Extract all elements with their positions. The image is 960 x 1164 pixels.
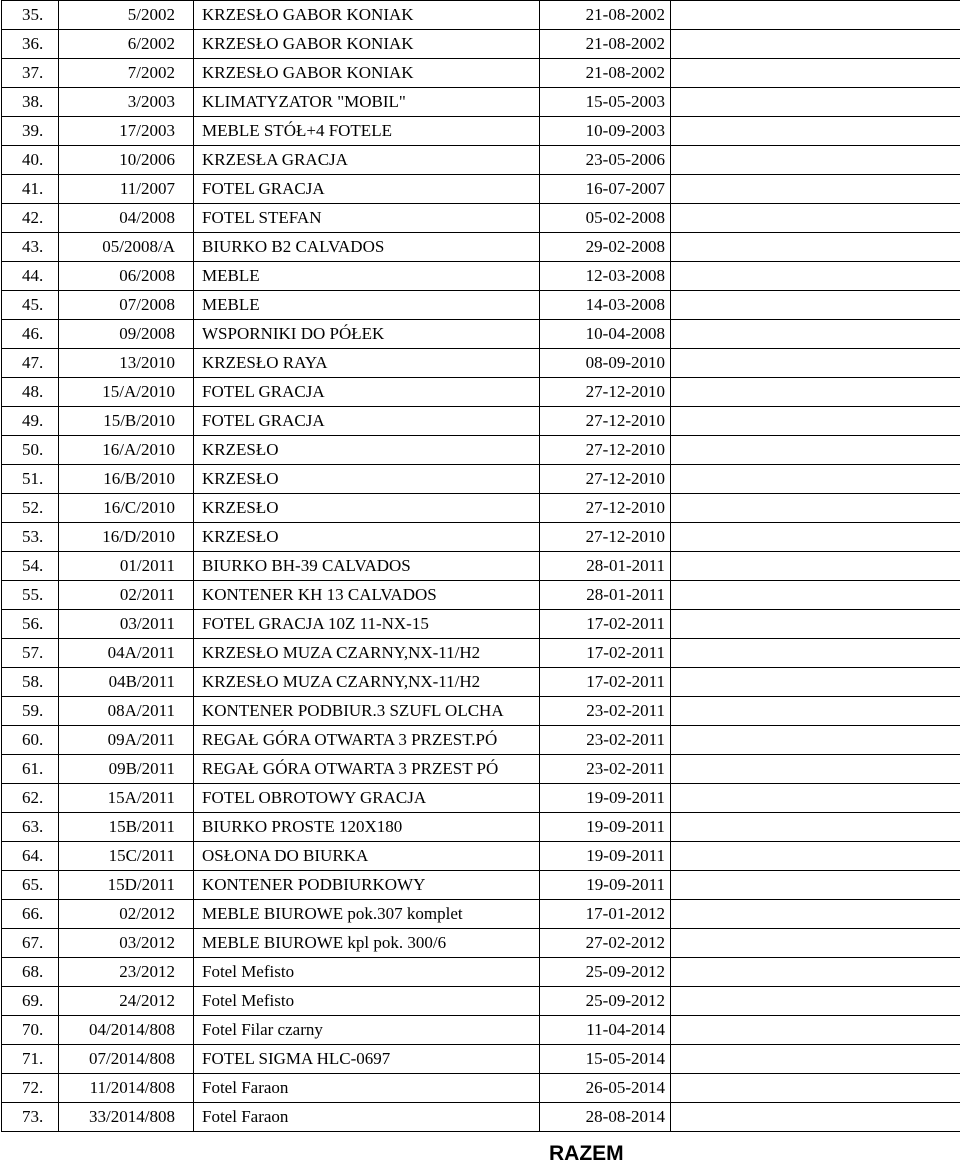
empty-cell: [671, 117, 960, 146]
item-name-cell: Fotel Mefisto: [194, 987, 540, 1016]
item-name-cell: KLIMATYZATOR "MOBIL": [194, 88, 540, 117]
item-name-cell: MEBLE STÓŁ+4 FOTELE: [194, 117, 540, 146]
empty-cell: [671, 523, 960, 552]
table-row: [2, 146, 960, 175]
date-cell: 15-05-2003: [540, 88, 671, 117]
table-row: [2, 755, 960, 784]
row-number-cell: 63.: [2, 813, 59, 842]
inventory-number-cell: 13/2010: [59, 349, 194, 378]
empty-cell: [671, 59, 960, 88]
table-row: [2, 204, 960, 233]
row-number-cell: 72.: [2, 1074, 59, 1103]
table-row: [2, 784, 960, 813]
date-cell: 23-05-2006: [540, 146, 671, 175]
row-number-cell: 65.: [2, 871, 59, 900]
empty-cell: [671, 813, 960, 842]
item-name-cell: KRZESŁO MUZA CZARNY,NX-11/H2: [194, 668, 540, 697]
table-row: [2, 1, 960, 30]
table-row: [2, 436, 960, 465]
date-cell: 21-08-2002: [540, 59, 671, 88]
inventory-number-cell: 15B/2011: [59, 813, 194, 842]
empty-cell: [671, 1016, 960, 1045]
table-row: [2, 871, 960, 900]
inventory-number-cell: 7/2002: [59, 59, 194, 88]
table-row: [2, 1103, 960, 1132]
row-number-cell: 64.: [2, 842, 59, 871]
inventory-number-cell: 09A/2011: [59, 726, 194, 755]
row-number-cell: 38.: [2, 88, 59, 117]
date-cell: 17-02-2011: [540, 639, 671, 668]
row-number-cell: 47.: [2, 349, 59, 378]
item-name-cell: KRZESŁA GRACJA: [194, 146, 540, 175]
row-number-cell: 36.: [2, 30, 59, 59]
row-number-cell: 49.: [2, 407, 59, 436]
table-row: [2, 175, 960, 204]
table-row: [2, 581, 960, 610]
table-row: [2, 987, 960, 1016]
empty-cell: [671, 755, 960, 784]
item-name-cell: Fotel Mefisto: [194, 958, 540, 987]
date-cell: 19-09-2011: [540, 871, 671, 900]
inventory-number-cell: 07/2008: [59, 291, 194, 320]
inventory-number-cell: 15/B/2010: [59, 407, 194, 436]
inventory-table: [1, 0, 960, 1132]
inventory-number-cell: 05/2008/A: [59, 233, 194, 262]
row-number-cell: 67.: [2, 929, 59, 958]
table-row: [2, 349, 960, 378]
date-cell: 14-03-2008: [540, 291, 671, 320]
empty-cell: [671, 320, 960, 349]
empty-cell: [671, 291, 960, 320]
empty-cell: [671, 610, 960, 639]
empty-cell: [671, 581, 960, 610]
table-row: [2, 523, 960, 552]
empty-cell: [671, 784, 960, 813]
table-row: [2, 668, 960, 697]
empty-cell: [671, 1074, 960, 1103]
date-cell: 23-02-2011: [540, 697, 671, 726]
empty-cell: [671, 726, 960, 755]
empty-cell: [671, 88, 960, 117]
item-name-cell: FOTEL GRACJA: [194, 175, 540, 204]
table-row: [2, 1016, 960, 1045]
row-number-cell: 59.: [2, 697, 59, 726]
date-cell: 10-09-2003: [540, 117, 671, 146]
inventory-number-cell: 07/2014/808: [59, 1045, 194, 1074]
empty-cell: [671, 1103, 960, 1132]
date-cell: 08-09-2010: [540, 349, 671, 378]
empty-cell: [671, 30, 960, 59]
total-label: RAZEM: [549, 1142, 624, 1164]
row-number-cell: 69.: [2, 987, 59, 1016]
inventory-number-cell: 11/2014/808: [59, 1074, 194, 1103]
date-cell: 10-04-2008: [540, 320, 671, 349]
item-name-cell: FOTEL GRACJA: [194, 407, 540, 436]
item-name-cell: FOTEL OBROTOWY GRACJA: [194, 784, 540, 813]
item-name-cell: REGAŁ GÓRA OTWARTA 3 PRZEST.PÓ: [194, 726, 540, 755]
inventory-number-cell: 06/2008: [59, 262, 194, 291]
date-cell: 21-08-2002: [540, 30, 671, 59]
item-name-cell: OSŁONA DO BIURKA: [194, 842, 540, 871]
row-number-cell: 70.: [2, 1016, 59, 1045]
table-row: [2, 1045, 960, 1074]
table-row: [2, 842, 960, 871]
date-cell: 27-02-2012: [540, 929, 671, 958]
item-name-cell: Fotel Faraon: [194, 1103, 540, 1132]
row-number-cell: 44.: [2, 262, 59, 291]
inventory-number-cell: 5/2002: [59, 1, 194, 30]
empty-cell: [671, 349, 960, 378]
item-name-cell: KRZESŁO GABOR KONIAK: [194, 1, 540, 30]
table-row: [2, 320, 960, 349]
date-cell: 27-12-2010: [540, 436, 671, 465]
date-cell: 17-02-2011: [540, 610, 671, 639]
row-number-cell: 45.: [2, 291, 59, 320]
inventory-number-cell: 23/2012: [59, 958, 194, 987]
inventory-number-cell: 04A/2011: [59, 639, 194, 668]
inventory-number-cell: 02/2012: [59, 900, 194, 929]
row-number-cell: 55.: [2, 581, 59, 610]
row-number-cell: 53.: [2, 523, 59, 552]
empty-cell: [671, 175, 960, 204]
item-name-cell: KRZESŁO RAYA: [194, 349, 540, 378]
row-number-cell: 51.: [2, 465, 59, 494]
inventory-number-cell: 15C/2011: [59, 842, 194, 871]
item-name-cell: Fotel Faraon: [194, 1074, 540, 1103]
item-name-cell: KRZESŁO: [194, 523, 540, 552]
table-row: [2, 726, 960, 755]
row-number-cell: 46.: [2, 320, 59, 349]
item-name-cell: KONTENER PODBIUR.3 SZUFL OLCHA: [194, 697, 540, 726]
date-cell: 15-05-2014: [540, 1045, 671, 1074]
table-row: [2, 262, 960, 291]
row-number-cell: 52.: [2, 494, 59, 523]
inventory-number-cell: 04/2014/808: [59, 1016, 194, 1045]
inventory-number-cell: 6/2002: [59, 30, 194, 59]
row-number-cell: 71.: [2, 1045, 59, 1074]
item-name-cell: KRZESŁO: [194, 465, 540, 494]
table-row: [2, 494, 960, 523]
inventory-table-body: [2, 1, 960, 1132]
item-name-cell: KRZESŁO: [194, 494, 540, 523]
date-cell: 05-02-2008: [540, 204, 671, 233]
item-name-cell: MEBLE: [194, 291, 540, 320]
inventory-number-cell: 10/2006: [59, 146, 194, 175]
row-number-cell: 50.: [2, 436, 59, 465]
row-number-cell: 73.: [2, 1103, 59, 1132]
empty-cell: [671, 552, 960, 581]
row-number-cell: 42.: [2, 204, 59, 233]
table-row: [2, 958, 960, 987]
empty-cell: [671, 204, 960, 233]
date-cell: 26-05-2014: [540, 1074, 671, 1103]
item-name-cell: BIURKO BH-39 CALVADOS: [194, 552, 540, 581]
item-name-cell: BIURKO PROSTE 120X180: [194, 813, 540, 842]
empty-cell: [671, 407, 960, 436]
empty-cell: [671, 871, 960, 900]
row-number-cell: 66.: [2, 900, 59, 929]
item-name-cell: KONTENER PODBIURKOWY: [194, 871, 540, 900]
inventory-number-cell: 24/2012: [59, 987, 194, 1016]
table-row: [2, 291, 960, 320]
item-name-cell: Fotel Filar czarny: [194, 1016, 540, 1045]
date-cell: 17-02-2011: [540, 668, 671, 697]
inventory-number-cell: 09/2008: [59, 320, 194, 349]
item-name-cell: KONTENER KH 13 CALVADOS: [194, 581, 540, 610]
item-name-cell: REGAŁ GÓRA OTWARTA 3 PRZEST PÓ: [194, 755, 540, 784]
date-cell: 25-09-2012: [540, 958, 671, 987]
inventory-number-cell: 01/2011: [59, 552, 194, 581]
item-name-cell: FOTEL GRACJA 10Z 11-NX-15: [194, 610, 540, 639]
empty-cell: [671, 465, 960, 494]
empty-cell: [671, 1045, 960, 1074]
empty-cell: [671, 639, 960, 668]
row-number-cell: 37.: [2, 59, 59, 88]
table-row: [2, 59, 960, 88]
item-name-cell: KRZESŁO GABOR KONIAK: [194, 30, 540, 59]
date-cell: 29-02-2008: [540, 233, 671, 262]
empty-cell: [671, 1, 960, 30]
inventory-number-cell: 17/2003: [59, 117, 194, 146]
empty-cell: [671, 929, 960, 958]
date-cell: 27-12-2010: [540, 407, 671, 436]
date-cell: 27-12-2010: [540, 465, 671, 494]
row-number-cell: 57.: [2, 639, 59, 668]
inventory-number-cell: 09B/2011: [59, 755, 194, 784]
table-row: [2, 610, 960, 639]
table-row: [2, 929, 960, 958]
inventory-number-cell: 16/A/2010: [59, 436, 194, 465]
date-cell: 23-02-2011: [540, 726, 671, 755]
date-cell: 19-09-2011: [540, 842, 671, 871]
date-cell: 23-02-2011: [540, 755, 671, 784]
empty-cell: [671, 900, 960, 929]
date-cell: 11-04-2014: [540, 1016, 671, 1045]
empty-cell: [671, 987, 960, 1016]
table-row: [2, 552, 960, 581]
inventory-number-cell: 16/B/2010: [59, 465, 194, 494]
date-cell: 17-01-2012: [540, 900, 671, 929]
empty-cell: [671, 233, 960, 262]
empty-cell: [671, 697, 960, 726]
date-cell: 19-09-2011: [540, 813, 671, 842]
row-number-cell: 68.: [2, 958, 59, 987]
empty-cell: [671, 146, 960, 175]
row-number-cell: 60.: [2, 726, 59, 755]
table-row: [2, 378, 960, 407]
row-number-cell: 39.: [2, 117, 59, 146]
inventory-number-cell: 08A/2011: [59, 697, 194, 726]
item-name-cell: KRZESŁO MUZA CZARNY,NX-11/H2: [194, 639, 540, 668]
inventory-number-cell: 03/2011: [59, 610, 194, 639]
date-cell: 16-07-2007: [540, 175, 671, 204]
row-number-cell: 54.: [2, 552, 59, 581]
empty-cell: [671, 494, 960, 523]
empty-cell: [671, 668, 960, 697]
inventory-number-cell: 04B/2011: [59, 668, 194, 697]
inventory-number-cell: 11/2007: [59, 175, 194, 204]
table-row: [2, 117, 960, 146]
table-row: [2, 1074, 960, 1103]
row-number-cell: 62.: [2, 784, 59, 813]
row-number-cell: 48.: [2, 378, 59, 407]
table-row: [2, 639, 960, 668]
table-row: [2, 88, 960, 117]
date-cell: 27-12-2010: [540, 378, 671, 407]
item-name-cell: MEBLE: [194, 262, 540, 291]
inventory-number-cell: 15A/2011: [59, 784, 194, 813]
date-cell: 12-03-2008: [540, 262, 671, 291]
item-name-cell: MEBLE BIUROWE kpl pok. 300/6: [194, 929, 540, 958]
row-number-cell: 58.: [2, 668, 59, 697]
inventory-number-cell: 16/C/2010: [59, 494, 194, 523]
table-row: [2, 233, 960, 262]
date-cell: 25-09-2012: [540, 987, 671, 1016]
date-cell: 21-08-2002: [540, 1, 671, 30]
inventory-number-cell: 16/D/2010: [59, 523, 194, 552]
date-cell: 28-08-2014: [540, 1103, 671, 1132]
table-row: [2, 813, 960, 842]
row-number-cell: 40.: [2, 146, 59, 175]
inventory-number-cell: 03/2012: [59, 929, 194, 958]
row-number-cell: 35.: [2, 1, 59, 30]
row-number-cell: 41.: [2, 175, 59, 204]
inventory-number-cell: 15/A/2010: [59, 378, 194, 407]
item-name-cell: BIURKO B2 CALVADOS: [194, 233, 540, 262]
item-name-cell: FOTEL SIGMA HLC-0697: [194, 1045, 540, 1074]
item-name-cell: KRZESŁO GABOR KONIAK: [194, 59, 540, 88]
table-row: [2, 30, 960, 59]
inventory-number-cell: 33/2014/808: [59, 1103, 194, 1132]
table-row: [2, 900, 960, 929]
empty-cell: [671, 842, 960, 871]
row-number-cell: 61.: [2, 755, 59, 784]
item-name-cell: WSPORNIKI DO PÓŁEK: [194, 320, 540, 349]
row-number-cell: 56.: [2, 610, 59, 639]
empty-cell: [671, 378, 960, 407]
item-name-cell: MEBLE BIUROWE pok.307 komplet: [194, 900, 540, 929]
inventory-number-cell: 04/2008: [59, 204, 194, 233]
date-cell: 28-01-2011: [540, 552, 671, 581]
table-row: [2, 407, 960, 436]
inventory-number-cell: 02/2011: [59, 581, 194, 610]
date-cell: 28-01-2011: [540, 581, 671, 610]
date-cell: 19-09-2011: [540, 784, 671, 813]
item-name-cell: FOTEL STEFAN: [194, 204, 540, 233]
empty-cell: [671, 436, 960, 465]
inventory-number-cell: 3/2003: [59, 88, 194, 117]
inventory-number-cell: 15D/2011: [59, 871, 194, 900]
item-name-cell: KRZESŁO: [194, 436, 540, 465]
date-cell: 27-12-2010: [540, 494, 671, 523]
empty-cell: [671, 262, 960, 291]
table-row: [2, 697, 960, 726]
row-number-cell: 43.: [2, 233, 59, 262]
date-cell: 27-12-2010: [540, 523, 671, 552]
table-row: [2, 465, 960, 494]
item-name-cell: FOTEL GRACJA: [194, 378, 540, 407]
empty-cell: [671, 958, 960, 987]
